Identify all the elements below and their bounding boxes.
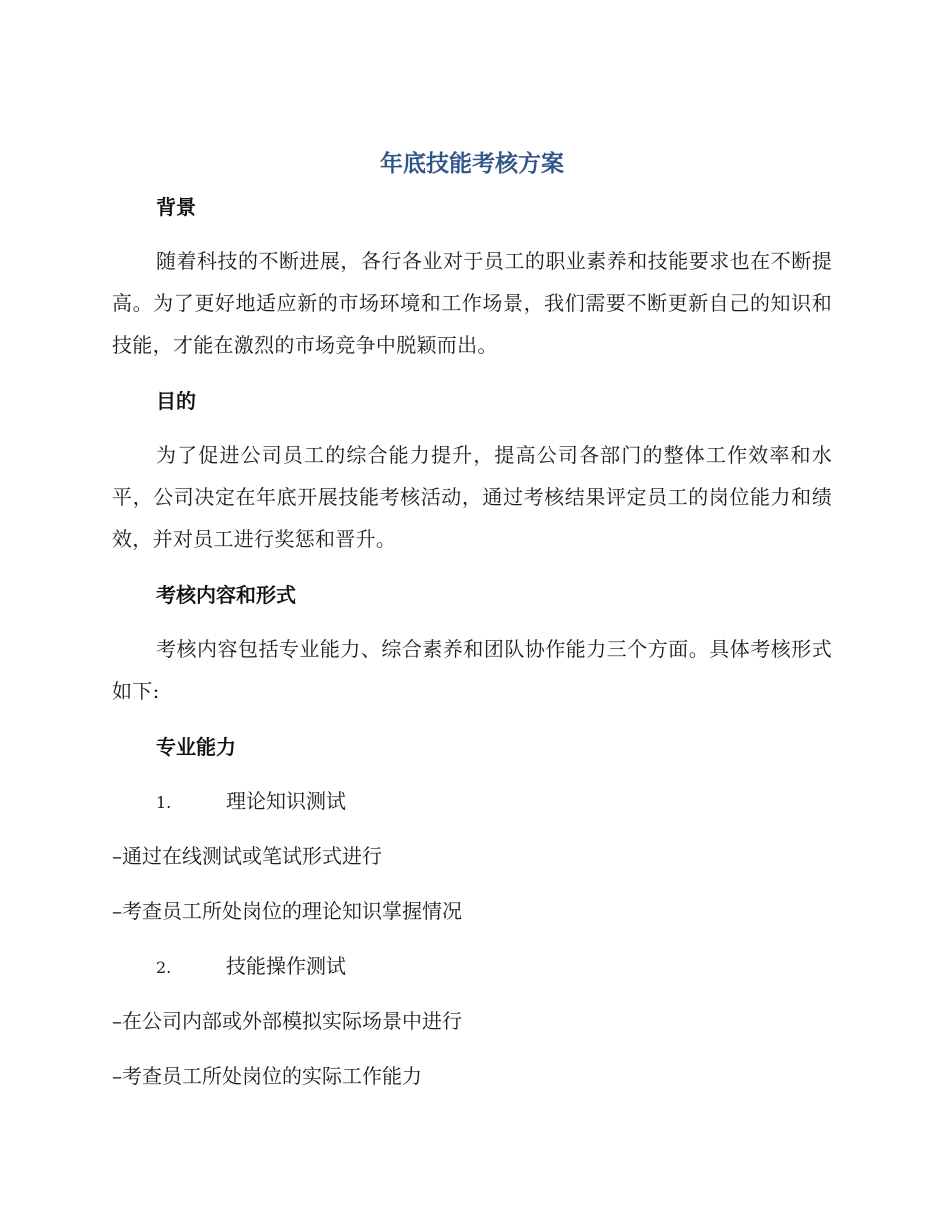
section-heading-professional-ability: 专业能力 — [156, 735, 236, 759]
section-heading-purpose: 目的 — [156, 389, 196, 413]
list-item-label: 理论知识测试 — [226, 789, 346, 813]
bullet-line: –通过在线测试或笔试形式进行 — [112, 844, 382, 868]
section-paragraph-background: 随着科技的不断进展，各行各业对于员工的职业素养和技能要求也在不断提高。为了更好地适应新的市场环境和工作场景，我们需要不断更新自己的知识和技能，才能在激烈的市场竞争中脱颖而出。 — [112, 249, 832, 357]
section-heading-content-form: 考核内容和形式 — [156, 583, 296, 607]
list-item-number: 2. — [156, 958, 172, 977]
list-item — [156, 786, 346, 818]
section-heading-background: 背景 — [156, 195, 196, 219]
section-paragraph-content-form: 考核内容包括专业能力、综合素养和团队协作能力三个方面。具体考核形式如下: — [112, 637, 832, 703]
list-item-number: 1. — [156, 793, 172, 812]
list-item — [156, 951, 346, 983]
list-item-label: 技能操作测试 — [226, 954, 346, 978]
section-paragraph-purpose: 为了促进公司员工的综合能力提升，提高公司各部门的整体工作效率和水平，公司决定在年底开展技能考核活动，通过考核结果评定员工的岗位能力和绩效，并对员工进行奖惩和晋升。 — [112, 443, 832, 551]
bullet-line: –在公司内部或外部模拟实际场景中进行 — [112, 1009, 462, 1033]
document-title: 年底技能考核方案 — [380, 151, 564, 177]
bullet-line: –考查员工所处岗位的实际工作能力 — [112, 1064, 422, 1088]
bullet-line: –考查员工所处岗位的理论知识掌握情况 — [112, 899, 462, 923]
